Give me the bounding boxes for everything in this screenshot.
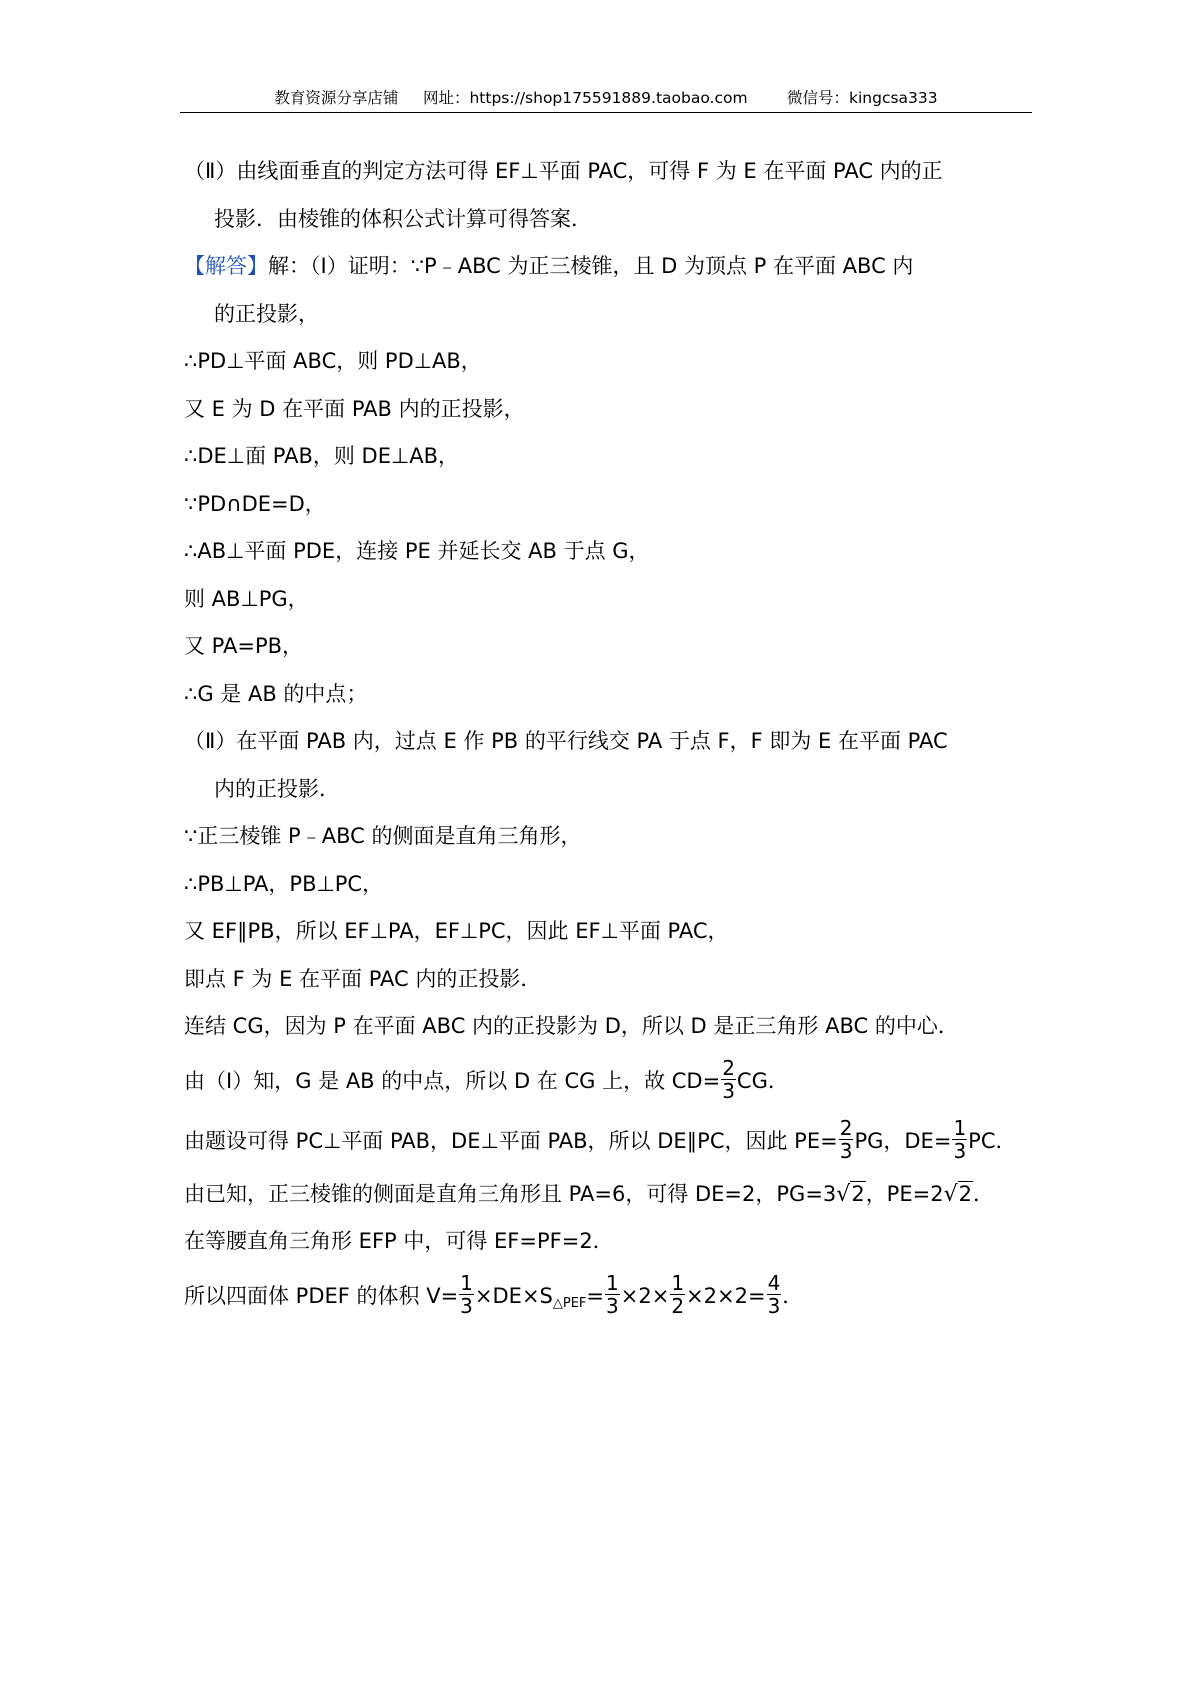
text-line: ∴PD⊥平面 ABC，则 PD⊥AB， xyxy=(184,349,482,373)
text-line: ∴AB⊥平面 PDE，连接 PE 并延长交 AB 于点 G， xyxy=(184,539,650,563)
page-header xyxy=(180,88,1032,113)
text-line: 由题设可得 PC⊥平面 PAB，DE⊥平面 PAB，所以 DE∥PC，因此 PE= $\frac{2}{3}$ PG，DE= $\frac{1}{3}$ PC． xyxy=(184,1116,1017,1163)
text-line: 投影．由棱锥的体积公式计算可得答案． xyxy=(214,206,592,231)
text-line: 又 EF∥PB，所以 EF⊥PA，EF⊥PC，因此 EF⊥平面 PAC， xyxy=(184,919,729,943)
header-shop: 教育资源分享店铺 xyxy=(274,89,399,107)
text-line: 在等腰直角三角形 EFP 中，可得 EF=PF=2． xyxy=(184,1229,614,1253)
text-line: 所以四面体 PDEF 的体积 V= $\frac{1}{3}$ $\times DE\times S_{\triangle PEF}=$ $\frac{1}{3}$ ×2× $\frac{1}{2}$ ×2×2= $\frac{4}{3}$ ． xyxy=(184,1271,804,1318)
text-line: 又 PA=PB， xyxy=(184,634,304,658)
text-line: ∵正三棱锥 P﹣ABC 的侧面是直角三角形， xyxy=(184,824,582,848)
fraction: $\frac{4}{3}$ xyxy=(767,1271,781,1318)
fraction: $\frac{2}{3}$ xyxy=(839,1116,853,1163)
text-line: 由（Ⅰ）知，G 是 AB 的中点，所以 D 在 CG 上，故 CD= $\frac{2}{3}$ CG． xyxy=(184,1056,789,1103)
text-line: 【解答】解：（Ⅰ）证明：∵P﹣ABC 为正三棱锥，且 D 为顶点 P 在平面 ABC 内 xyxy=(184,254,914,278)
text-line: 由已知，正三棱锥的侧面是直角三角形且 PA=6，可得 DE=2，PG=3√2，PE=2√2． xyxy=(184,1171,1034,1219)
square-root: √2 xyxy=(836,1181,865,1207)
fraction: $\frac{1}{3}$ xyxy=(460,1271,473,1318)
text-line: ∴G 是 AB 的中点； xyxy=(184,681,368,706)
square-root: √2 xyxy=(943,1181,972,1207)
text-line: ∵PD∩DE=D， xyxy=(184,491,326,516)
header-wechat: 微信号：kingcsa333 xyxy=(787,89,938,107)
text-line: （Ⅱ）由线面垂直的判定方法可得 EF⊥平面 PAC，可得 F 为 E 在平面 PAC 内的正 xyxy=(184,159,943,183)
fraction: $\frac{1}{3}$ xyxy=(606,1271,619,1318)
text-line: （Ⅱ）在平面 PAB 内，过点 E 作 PB 的平行线交 PA 于点 F，F 即为 E 在平面 PAC xyxy=(184,729,948,753)
fraction: $\frac{1}{3}$ xyxy=(953,1116,967,1163)
text-line: 即点 F 为 E 在平面 PAC 内的正投影． xyxy=(184,966,542,991)
header-url: 网址：https://shop175591889.taobao.com xyxy=(422,89,748,107)
text-line: 又 E 为 D 在平面 PAB 内的正投影， xyxy=(184,396,525,421)
text-line: 则 AB⊥PG， xyxy=(184,586,309,611)
fraction: $\frac{1}{2}$ xyxy=(671,1271,685,1318)
text-line: ∴DE⊥面 PAB，则 DE⊥AB， xyxy=(184,444,460,468)
text-line: 的正投影， xyxy=(214,301,319,326)
text-line: 内的正投影． xyxy=(214,776,340,801)
answer-tag: 【解答】 xyxy=(184,254,268,278)
fraction: $\frac{2}{3}$ xyxy=(722,1056,735,1103)
text-line: 连结 CG，因为 P 在平面 ABC 内的正投影为 D，所以 D 是正三角形 ABC 的中心． xyxy=(184,1014,959,1038)
text-line: ∴PB⊥PA，PB⊥PC， xyxy=(184,871,384,896)
solution-body xyxy=(184,148,1034,1326)
